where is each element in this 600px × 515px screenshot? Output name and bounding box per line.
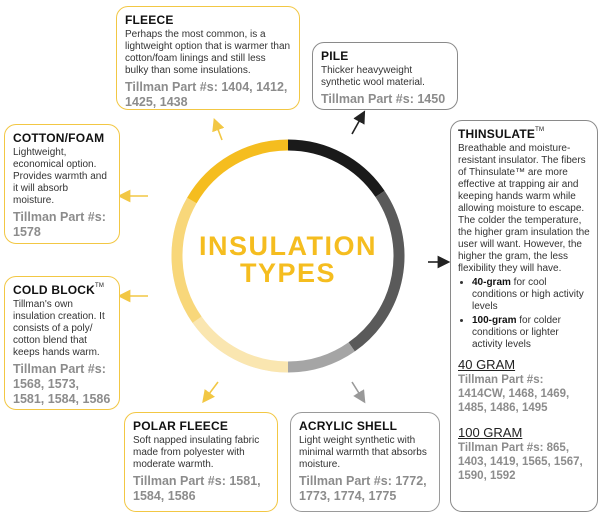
acrylic-shell-parts	[299, 474, 431, 504]
cotton-foam-card	[4, 124, 120, 244]
cold-block-parts	[13, 362, 111, 407]
arrow-polar-fleece	[206, 382, 218, 398]
polar-fleece-parts	[133, 474, 269, 504]
fleece-description: Perhaps the most common, is a lightweight option that is warmer than cotton/foam linings and still less bulky than some insulations.	[125, 29, 291, 76]
arrow-acrylic-shell	[352, 382, 362, 398]
thinsulate-description: Breathable and moisture-resistant insulator. The fibers of Thinsulate™ are more effective at trapping air and keeping hands warm while allowing moisture to escape. The colder the temperature, the higher gram insulation the user will want. However, the higher the gram, the less flexibility they will have.	[458, 143, 590, 274]
cold-block-parts-label: Tillman Part #s:	[13, 362, 106, 376]
polar-fleece-parts-label: Tillman Part #s:	[133, 474, 226, 488]
pile-title: PILE	[321, 49, 349, 63]
cotton-foam-parts-numbers: 1578	[13, 225, 41, 239]
bullet-100-gram-text: for colder conditions or lighter activity levels	[472, 315, 561, 350]
pile-parts	[321, 92, 449, 107]
thinsulate-title-text: THINSULATE	[458, 127, 536, 141]
pile-card	[312, 42, 458, 110]
pile-description: Thicker heavyweight synthetic wool material.	[321, 65, 425, 88]
fleece-parts-numbers: 1404, 1412, 1425, 1438	[125, 80, 288, 109]
cotton-foam-parts	[13, 210, 111, 240]
arrow-pile	[352, 116, 362, 134]
fleece-parts-label: Tillman Part #s:	[125, 80, 218, 94]
thinsulate-card	[450, 120, 598, 512]
gram-40-parts-label: Tillman Part #s:	[458, 374, 544, 386]
bullet-100-gram-label: 100-gram	[472, 315, 517, 326]
list-item	[472, 277, 590, 313]
cotton-foam-parts-label: Tillman Part #s:	[13, 210, 106, 224]
thinsulate-title	[458, 127, 590, 141]
acrylic-shell-parts-label: Tillman Part #s:	[299, 474, 392, 488]
cold-block-trademark: TM	[95, 283, 105, 289]
thinsulate-gram-list	[458, 277, 590, 351]
fleece-parts	[125, 80, 291, 110]
bullet-40-gram-label: 40-gram	[472, 277, 511, 288]
bullet-40-gram-text: for cool conditions or high activity levels	[472, 277, 584, 312]
acrylic-shell-description: Light weight synthetic with minimal warmth that absorbs moisture.	[299, 435, 427, 470]
cold-block-card	[4, 276, 120, 410]
center-title-line1: INSULATION	[199, 231, 377, 261]
acrylic-shell-card	[290, 412, 440, 512]
cotton-foam-description: Lightweight, economical option. Provides warmth and it will absorb moisture.	[13, 147, 107, 206]
acrylic-shell-title: ACRYLIC SHELL	[299, 419, 398, 433]
pile-parts-numbers: 1450	[417, 92, 446, 106]
cold-block-title	[13, 283, 111, 297]
thinsulate-trademark: TM	[535, 127, 545, 133]
fleece-card	[116, 6, 300, 110]
gram-100-parts: Tillman Part #s: 865, 1403, 1419, 1565, 1567, 1590, 1592	[458, 442, 583, 482]
gram-40-heading: 40 GRAM	[458, 357, 516, 372]
cotton-foam-title: COTTON/FOAM	[13, 131, 105, 145]
arrow-fleece	[216, 124, 222, 140]
gram-40-parts-numbers: 1414CW, 1468, 1469, 1485, 1486, 1495	[458, 388, 570, 414]
polar-fleece-description: Soft napped insulating fabric made from polyester with moderate warmth.	[133, 435, 260, 470]
acrylic-shell-parts-numbers: 1772, 1773, 1774, 1775	[299, 474, 427, 503]
list-item	[472, 315, 590, 351]
pile-parts-label: Tillman Part #s:	[321, 92, 414, 106]
center-title-line2: TYPES	[239, 258, 337, 288]
polar-fleece-parts-numbers: 1581, 1584, 1586	[133, 474, 261, 503]
polar-fleece-card	[124, 412, 278, 512]
gram-40-parts	[458, 373, 590, 415]
fleece-title: FLEECE	[125, 13, 174, 27]
polar-fleece-title: POLAR FLEECE	[133, 419, 229, 433]
cold-block-title-text: COLD BLOCK	[13, 283, 95, 297]
cold-block-parts-numbers: 1568, 1573, 1581, 1584, 1586	[13, 377, 111, 406]
gram-100-heading: 100 GRAM	[458, 425, 523, 440]
cold-block-description: Tillman's own insulation creation. It consists of a poly/ cotton blend that keeps hands warm.	[13, 299, 105, 358]
